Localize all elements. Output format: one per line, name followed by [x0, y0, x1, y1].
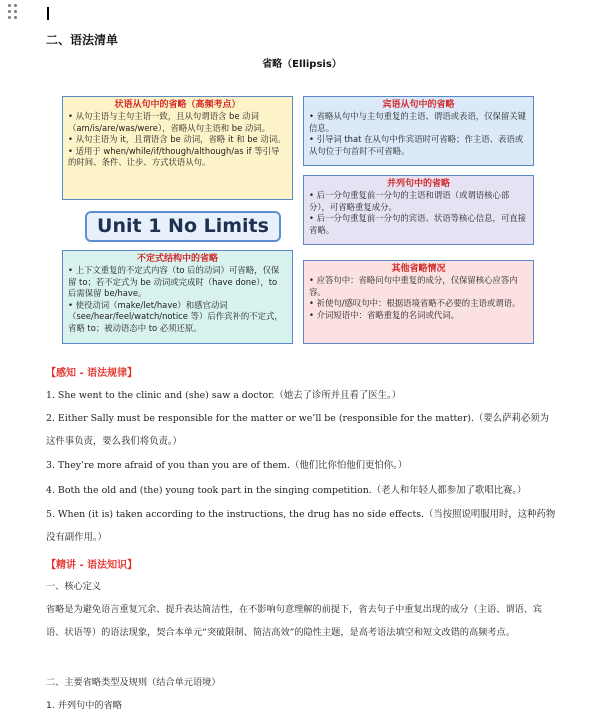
box-parallel-body: • 后一分句重复前一分句的主语和谓语（或谓语核心部分），可省略重复成分。 • 后一分句重复前一分句的宾语、状语等核心信息，可直接省略。: [309, 190, 526, 235]
text-cursor: [47, 7, 49, 20]
box-parallel-ellipsis: [303, 175, 534, 245]
types-heading: 二、主要省略类型及规则（结合单元语境）: [46, 677, 221, 688]
box-other-title: 其他省略情况: [391, 264, 446, 274]
unit-banner: Unit 1 No Limits: [85, 211, 281, 242]
box-adverbial-body: • 从句主语与主句主语一致，且从句谓语含 be 动词（am/is/are/was/were），省略从句主语和 be 动词。 • 从句主语为 it，且谓语含 be 动词，省略 it 和 be 动词。 • 适用于 when/while/if/though/although/as if 等引导的时间、条件、让步、方式状语从句。: [68, 111, 286, 168]
explain-tag: 【精讲 - 语法知识】: [46, 560, 138, 571]
example-2: 2. Either Sally must be responsible for the matter or we’ll be (responsible for the matter).（要么萨莉必须为这件事负责，要么我们将负责。）: [46, 413, 549, 447]
box-infinitive-ellipsis: [62, 250, 293, 344]
box-infinitive-body: • 上下文重复的不定式内容（to 后的动词）可省略，仅保留 to；若不定式为 be 动词或完成时（have done），to 后需保留 be/have。 • 使役动词（make/let/have）和感官动词（see/hear/feel/watch/notice 等）后作宾补的不定式，省略 to；被动语态中 to 必须还原。: [68, 265, 283, 333]
box-parallel-title: 并列句中的省略: [386, 179, 450, 189]
box-infinitive-title: 不定式结构中的省略: [136, 254, 218, 264]
perceive-tag: 【感知 - 语法规律】: [46, 368, 138, 379]
example-4: 4. Both the old and (the) young took part in the singing competition.（老人和年轻人都参加了歌唱比赛。）: [46, 485, 527, 496]
box-object-clause-title: 宾语从句中的省略: [382, 100, 455, 110]
types-sub-1: 1. 并列句中的省略: [46, 700, 122, 711]
box-other-ellipsis: [303, 260, 534, 344]
box-other-body: • 应答句中：省略问句中重复的成分，仅保留核心应答内容。 • 祈使句/感叹句中：根据语境省略不必要的主语或谓语。 • 介词短语中：省略重复的名词或代词。: [309, 275, 521, 320]
core-definition: 省略是为避免语言重复冗余、提升表达简洁性，在不影响句意理解的前提下，省去句子中重复出现的成分（主语、谓语、宾语、状语等）的语法现象，契合本单元“突破限制、简洁高效”的隐性主题，是高考语法填空和短文改错的高频考点。: [46, 604, 543, 638]
example-3: 3. They’re more afraid of you than you are of them.（他们比你怕他们更怕你。）: [46, 460, 408, 471]
box-object-clause-body: • 省略从句中与主句重复的主语、谓语或表语，仅保留关键信息。 • 引导词 that 在从句中作宾语时可省略；作主语、表语或从句位于句首时不可省略。: [309, 111, 526, 156]
example-5: 5. When (it is) taken according to the instructions, the drug has no side effects.（当按照说明服用时，这种药物没有副作用。）: [46, 509, 556, 543]
drag-handle-icon[interactable]: [8, 4, 20, 26]
box-object-clause-ellipsis: [303, 96, 534, 166]
diagram-title: 省略（Ellipsis）: [262, 59, 342, 70]
example-1: 1. She went to the clinic and (she) saw a doctor.（她去了诊所并且看了医生。）: [46, 390, 402, 401]
box-adverbial-title: 状语从句中的省略（高频考点）: [114, 100, 241, 110]
core-heading: 一、核心定义: [46, 581, 102, 592]
box-adverbial-ellipsis: [62, 96, 293, 200]
section-heading: 二、语法清单: [46, 33, 119, 47]
